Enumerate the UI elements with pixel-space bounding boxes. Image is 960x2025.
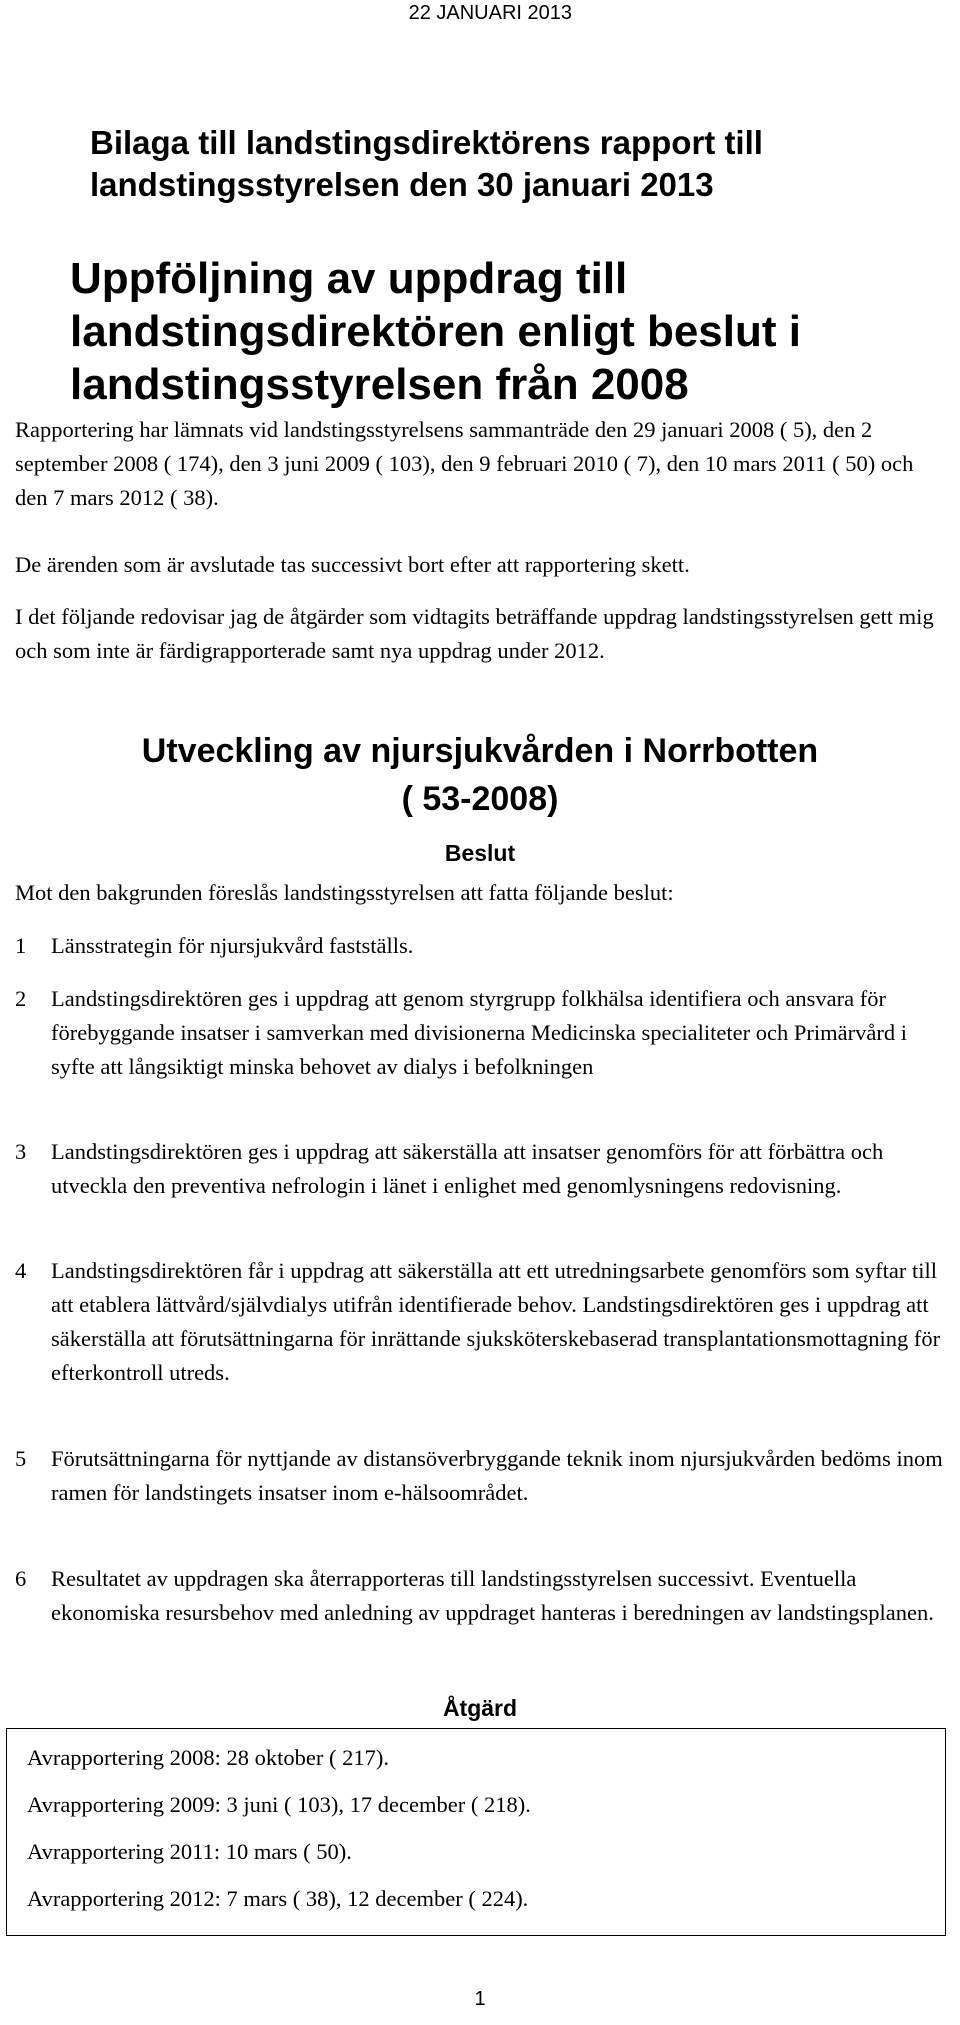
decision-item-text: Resultatet av uppdragen ska återrapporteras till landstingsstyrelsen successivt. Eventuella ekonomiska resursbehov med anledning av uppdraget hanteras i beredningen av landstingsplanen. [51,1566,934,1625]
decision-item [15,1135,950,1203]
decision-item-text: Landstingsdirektören får i uppdrag att säkerställa att ett utredningsarbete genomförs som syftar till att etablera lättvård/självdialys utifrån identifierade behov. Landstingsdirektören ges i uppdrag att säkerställa att förutsättningarna för inrättande sjuksköterskebaserad transplantationsmottagning för efterkontroll utreds. [51,1258,941,1385]
atgard-line: Avrapportering 2008: 28 oktober ( 217). [27,1745,389,1770]
decision-item [15,1562,950,1630]
decision-item-text: Landstingsdirektören ges i uppdrag att genom styrgrupp folkhälsa identifiera och ansvara för förebyggande insatser i samverkan med divisionerna Medicinska specialiteter och Primärvård i syfte att långsiktigt minska behovet av dialys i befolkningen [51,986,907,1079]
decision-item [15,982,950,1084]
decision-lead: Mot den bakgrunden föreslås landstingsstyrelsen att fatta följande beslut: [15,880,674,905]
subsection-reference: ( 53-2008) [401,780,559,818]
intro-paragraph-1: Rapportering har lämnats vid landstingsstyrelsens sammanträde den 29 januari 2008 ( 5), den 2 september 2008 ( 174), den 3 juni 2009 ( 103), den 9 februari 2010 ( 7), den 10 mars 2011 ( 50) och den 7 mars 2012 ( 38). [15,417,914,510]
header-date: 22 JANUARI 2013 [408,2,572,24]
atgard-heading: Åtgärd [442,1695,518,1721]
intro-paragraph-2: De ärenden som är avslutade tas successivt bort efter att rapportering skett. [15,552,690,577]
decision-item-number: 4 [15,1258,27,1283]
atgard-line: Avrapportering 2011: 10 mars ( 50). [27,1839,352,1864]
beslut-heading: Beslut [444,840,516,866]
decision-item-number: 5 [15,1446,27,1471]
decision-item [15,929,950,963]
subsection-heading: Utveckling av njursjukvården i Norrbotten [141,732,819,770]
decision-item [15,1254,950,1390]
section-title: Uppföljning av uppdrag till landstingsdirektören enligt beslut i landstingsstyrelsen från 2008 [70,254,801,409]
decision-item-number: 1 [15,933,27,958]
page-number: 1 [474,1988,486,2010]
atgard-line: Avrapportering 2009: 3 juni ( 103), 17 december ( 218). [27,1792,531,1817]
decision-item-text: Landstingsdirektören ges i uppdrag att säkerställa att insatser genomförs för att förbättra och utveckla den preventiva nefrologin i länet i enlighet med genomlysningens redovisning. [51,1139,884,1198]
decision-item [15,1442,950,1510]
decision-item-text: Förutsättningarna för nyttjande av distansöverbryggande teknik inom njursjukvården bedöms inom ramen för landstingets insatser inom e-hälsoområdet. [51,1446,943,1505]
decision-item-number: 6 [15,1566,27,1591]
intro-paragraph-3: I det följande redovisar jag de åtgärder som vidtagits beträffande uppdrag landstingsstyrelsen gett mig och som inte är färdigrapporterade samt nya uppdrag under 2012. [15,604,934,663]
decision-item-number: 3 [15,1139,27,1164]
decision-item-number: 2 [15,986,27,1011]
atgard-line: Avrapportering 2012: 7 mars ( 38), 12 december ( 224). [27,1886,529,1911]
decision-item-text: Länsstrategin för njursjukvård fastställs. [51,933,414,958]
atgard-box [6,1728,946,1936]
document-title: Bilaga till landstingsdirektörens rapport till landstingsstyrelsen den 30 januari 2013 [90,124,763,203]
